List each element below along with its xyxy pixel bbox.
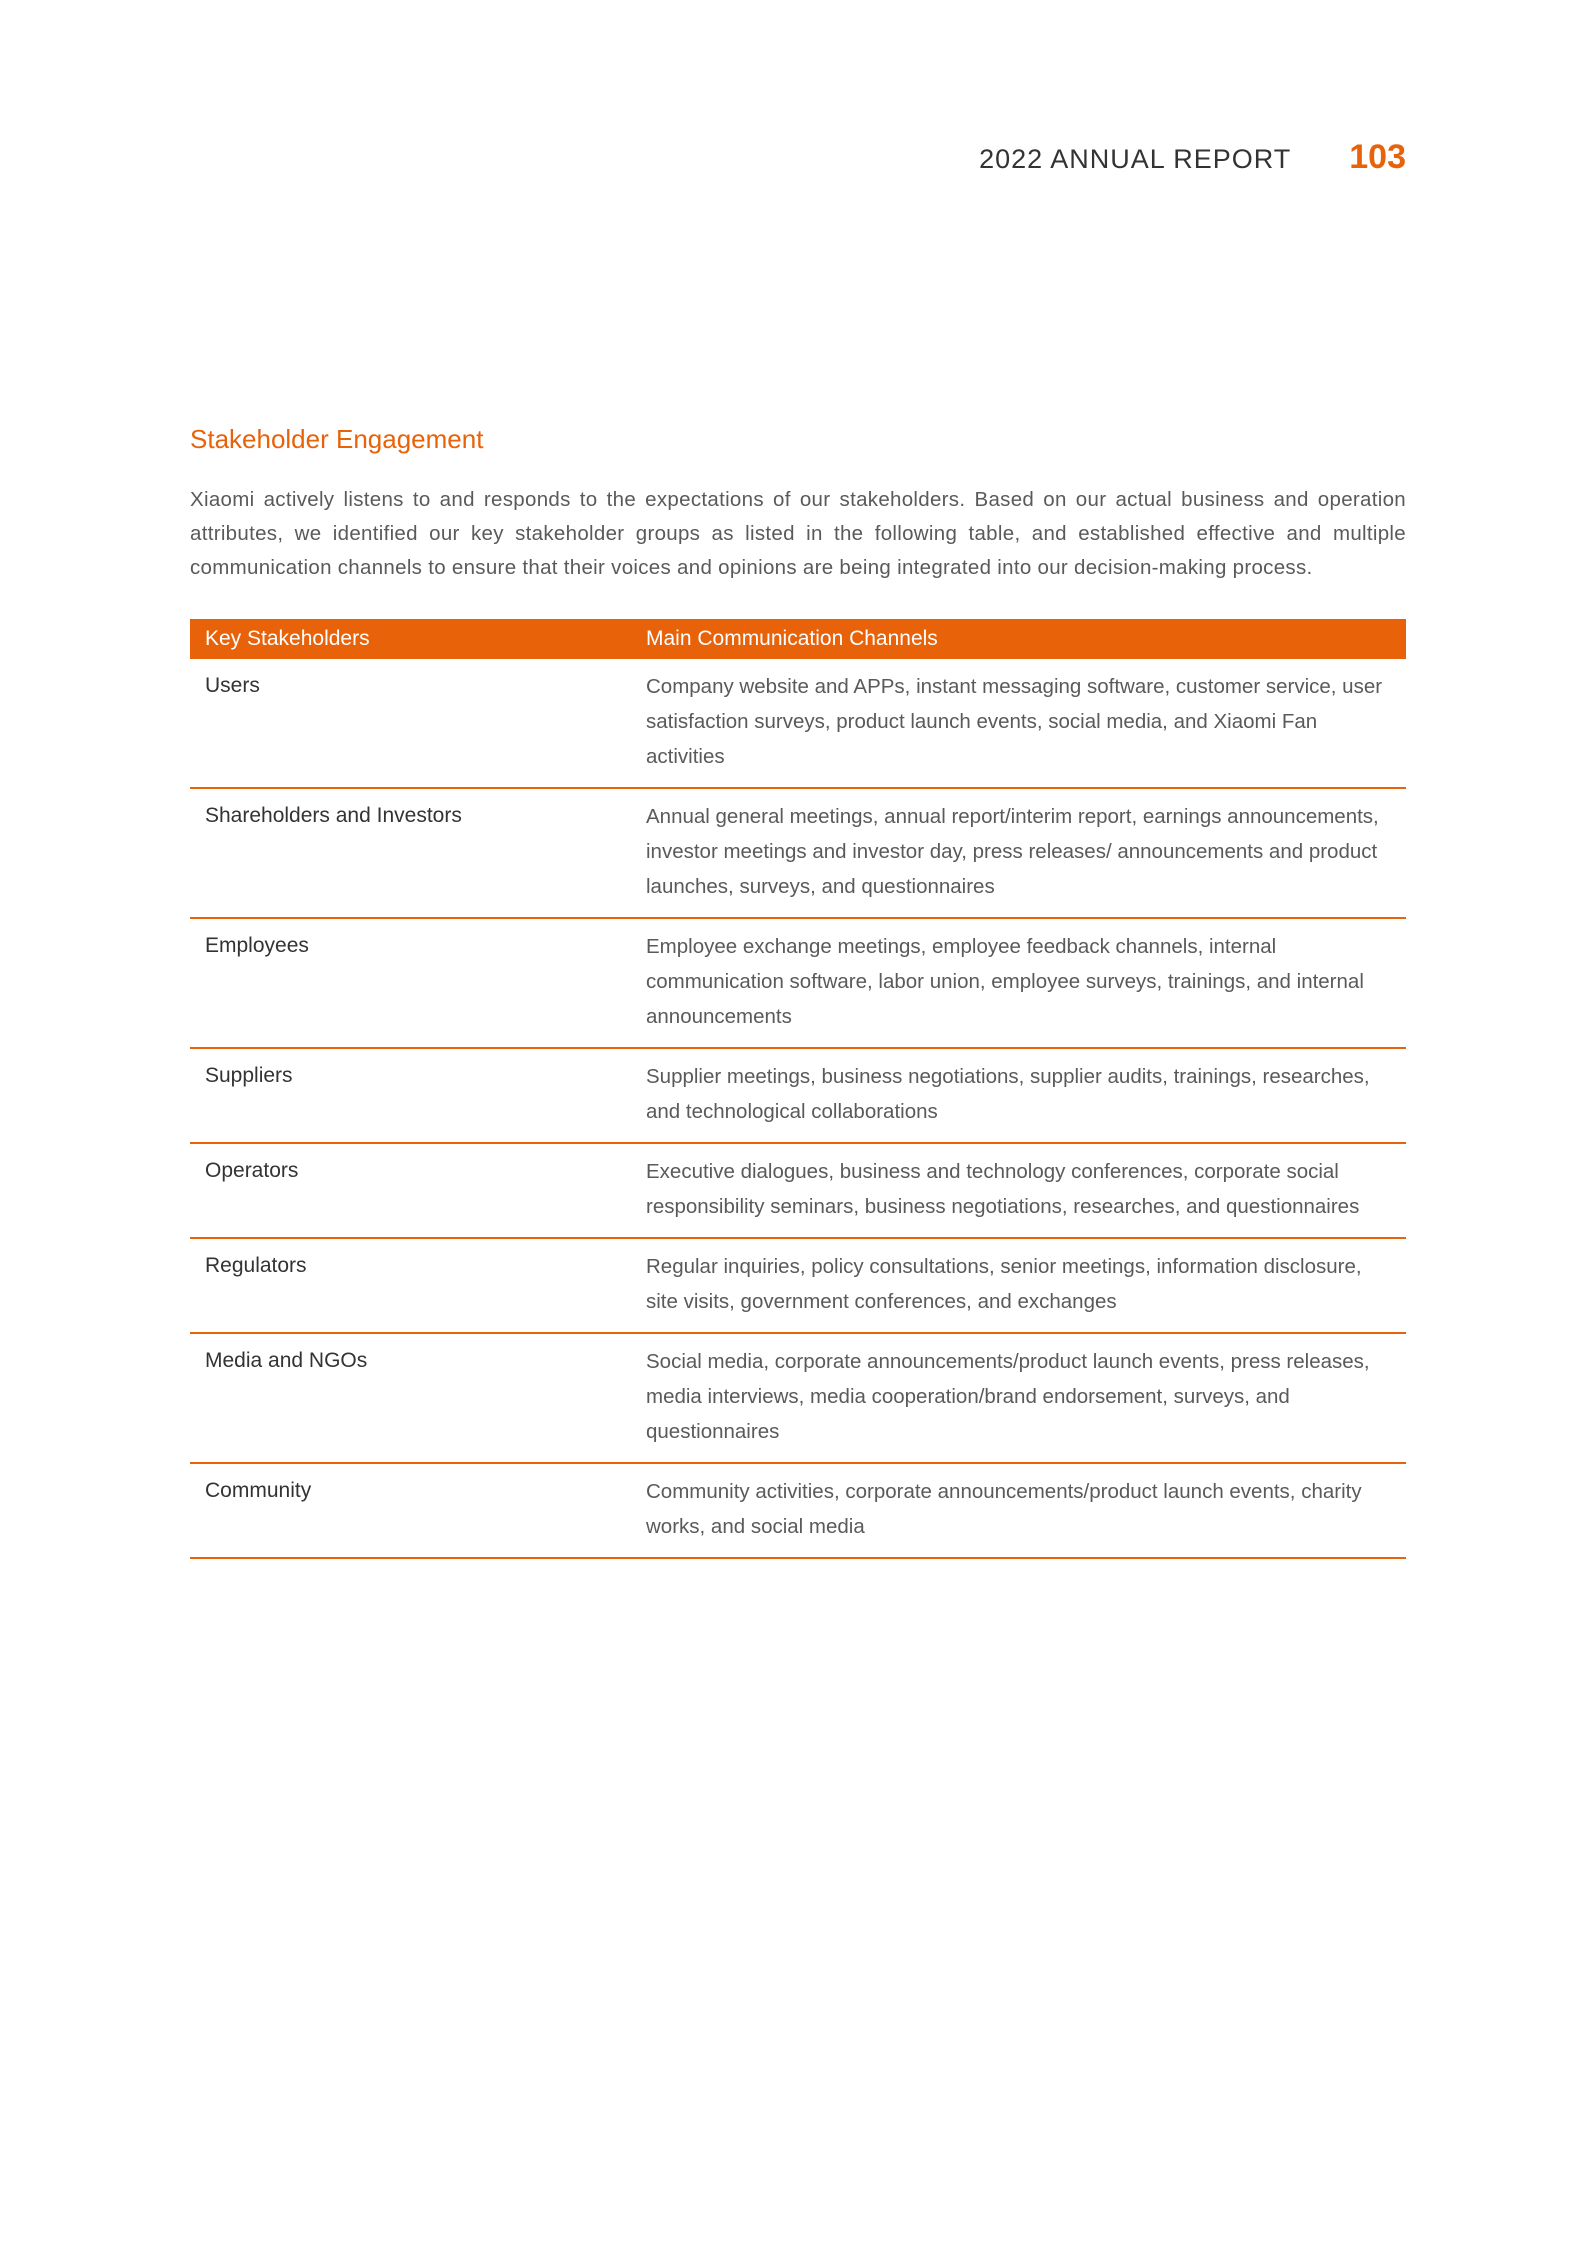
- table-row: [190, 1048, 1406, 1143]
- header-key-stakeholders: Key Stakeholders: [190, 619, 630, 659]
- table-row: [190, 1238, 1406, 1333]
- channels-cell: Executive dialogues, business and technology conferences, corporate social responsibility seminars, business negotiations, researches, and questionnaires: [630, 1143, 1406, 1238]
- channels-cell: Employee exchange meetings, employee feedback channels, internal communication software, labor union, employee surveys, trainings, and internal announcements: [630, 918, 1406, 1048]
- table-row: [190, 1463, 1406, 1558]
- page-header: [979, 138, 1406, 177]
- stakeholder-cell: Operators: [190, 1143, 630, 1238]
- stakeholder-cell: Community: [190, 1463, 630, 1558]
- channels-cell: Company website and APPs, instant messaging software, customer service, user satisfaction surveys, product launch events, social media, and Xiaomi Fan activities: [630, 659, 1406, 788]
- page-number: 103: [1349, 138, 1406, 176]
- table-row: [190, 788, 1406, 918]
- table-row: [190, 918, 1406, 1048]
- table-row: [190, 1143, 1406, 1238]
- channels-cell: Regular inquiries, policy consultations, senior meetings, information disclosure, site visits, government conferences, and exchanges: [630, 1238, 1406, 1333]
- stakeholder-table: [190, 619, 1406, 1559]
- section-title: Stakeholder Engagement: [190, 424, 484, 454]
- stakeholder-cell: Users: [190, 659, 630, 788]
- table-header-row: [190, 619, 1406, 659]
- main-content: [190, 424, 1406, 1559]
- channels-cell: Social media, corporate announcements/product launch events, press releases, media interviews, media cooperation/brand endorsement, surveys, and questionnaires: [630, 1333, 1406, 1463]
- header-main-communication-channels: Main Communication Channels: [630, 619, 1406, 659]
- stakeholder-cell: Media and NGOs: [190, 1333, 630, 1463]
- table-row: [190, 1333, 1406, 1463]
- channels-cell: Supplier meetings, business negotiations, supplier audits, trainings, researches, and technological collaborations: [630, 1048, 1406, 1143]
- report-title: 2022 ANNUAL REPORT: [979, 144, 1292, 174]
- stakeholder-cell: Suppliers: [190, 1048, 630, 1143]
- channels-cell: Annual general meetings, annual report/interim report, earnings announcements, investor meetings and investor day, press releases/ announcements and product launches, surveys, and questionnaires: [630, 788, 1406, 918]
- stakeholder-cell: Employees: [190, 918, 630, 1048]
- intro-paragraph: Xiaomi actively listens to and responds to the expectations of our stakeholders. Based on our actual business and operation attributes, we identified our key stakeholder groups as listed in the following table, and established effective and multiple communication channels to ensure that their voices and opinions are being integrated into our decision-making process.: [190, 488, 1406, 579]
- table-row: [190, 659, 1406, 788]
- stakeholder-cell: Shareholders and Investors: [190, 788, 630, 918]
- channels-cell: Community activities, corporate announcements/product launch events, charity works, and social media: [630, 1463, 1406, 1558]
- stakeholder-cell: Regulators: [190, 1238, 630, 1333]
